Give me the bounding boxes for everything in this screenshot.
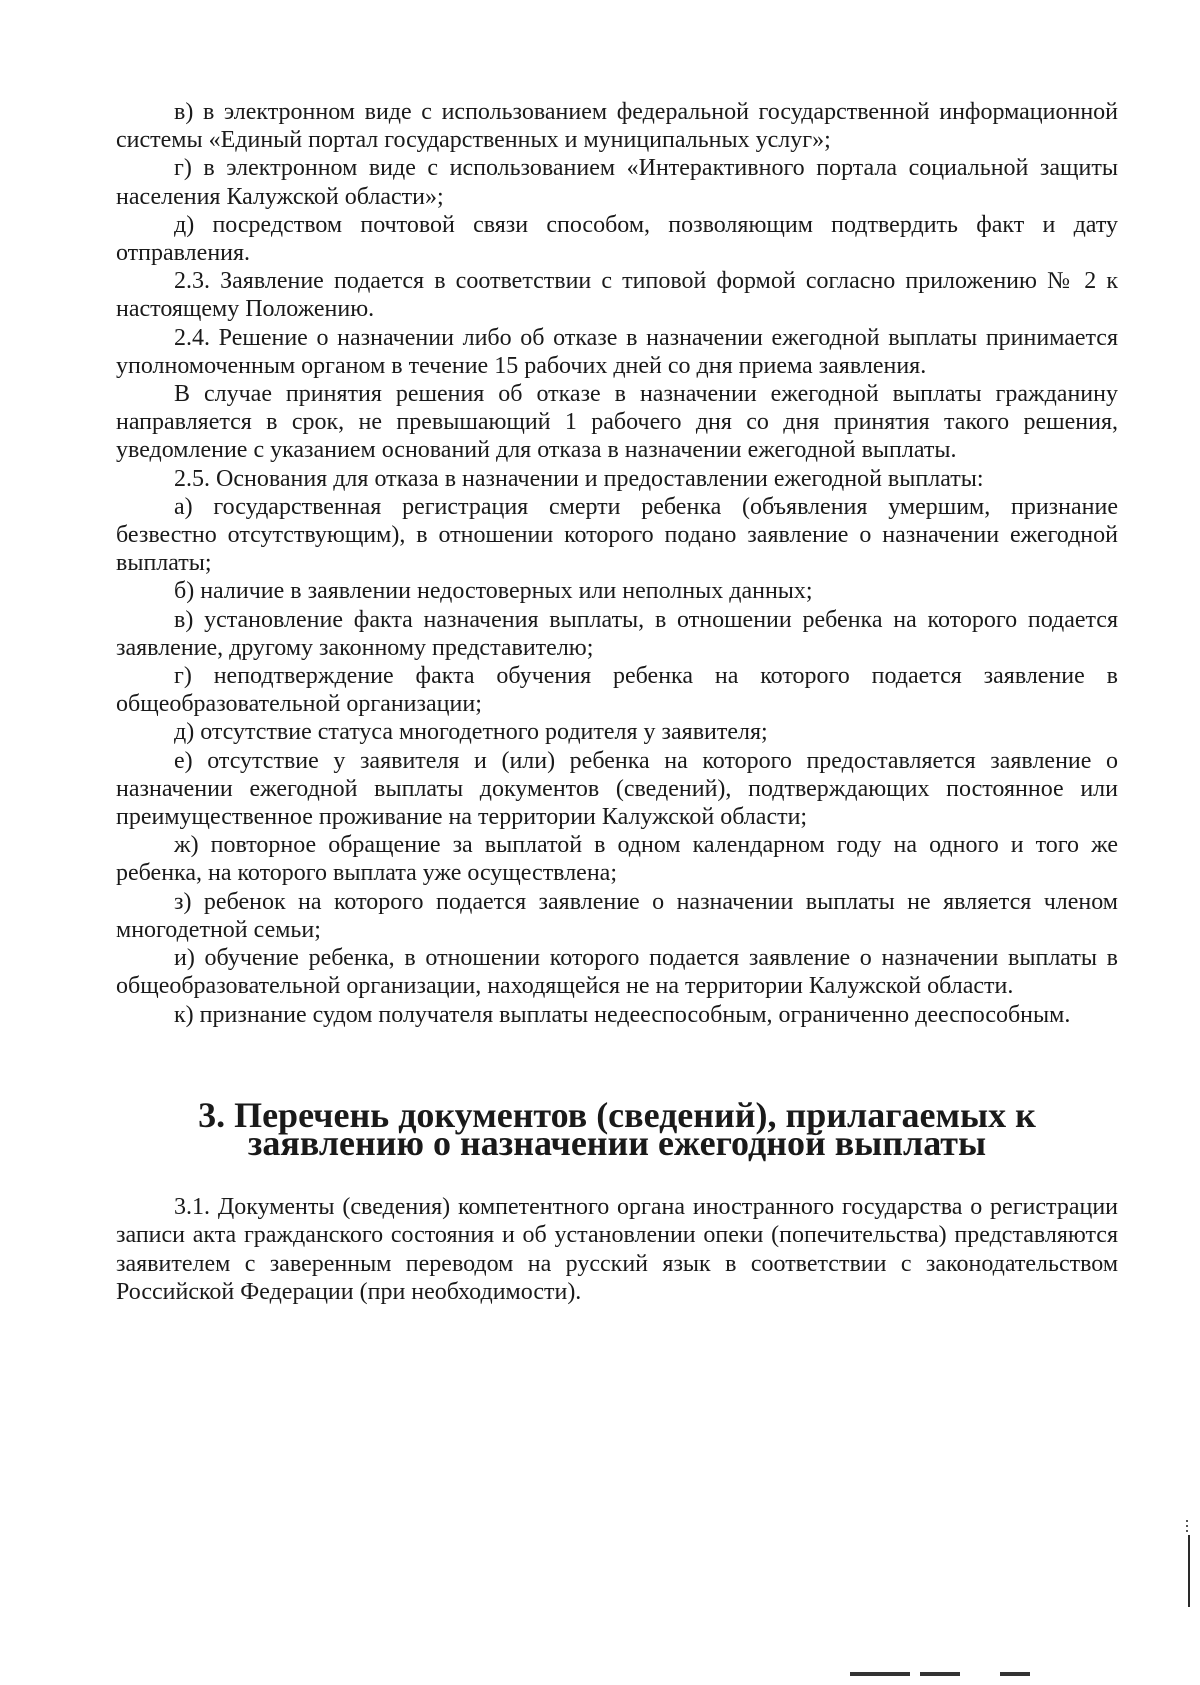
- refusal-ground-e: е) отсутствие у заявителя и (или) ребенка на которого предоставляется заявление о назначении ежегодной выплаты документов (сведений), подтверждающих постоянное или преимущественное проживание на территории Калужской области;: [116, 747, 1118, 831]
- refusal-ground-a: а) государственная регистрация смерти ребенка (объявления умершим, признание безвестно отсутствующим), в отношении которого подано заявление о назначении ежегодной выплаты;: [116, 493, 1118, 577]
- scan-artifact-bottom: [850, 1672, 1050, 1685]
- refusal-ground-d: д) отсутствие статуса многодетного родителя у заявителя;: [174, 719, 768, 746]
- scan-artifact-edge: [1188, 1535, 1190, 1607]
- refusal-ground-v: в) установление факта назначения выплаты, в отношении ребенка на которого подается заявление, другому законному представителю;: [116, 606, 1118, 661]
- paragraph-2-4: 2.4. Решение о назначении либо об отказе в назначении ежегодной выплаты принимается уполномоченным органом в течение 15 рабочих дней со дня приема заявления.: [116, 324, 1118, 379]
- paragraph-v-epgu: в) в электронном виде с использованием федеральной государственной информационной системы «Единый портал государственных и муниципальных услуг»;: [116, 99, 1118, 154]
- paragraph-refusal-notice: В случае принятия решения об отказе в назначении ежегодной выплаты гражданину направляется в срок, не превышающий 1 рабочего дня со дня принятия такого решения, уведомление с указанием оснований для отказа в назначении ежегодной выплаты.: [116, 381, 1118, 464]
- paragraph-g-portal: г) в электронном виде с использованием «Интерактивного портала социальной защиты населения Калужской области»;: [116, 155, 1118, 210]
- paragraph-2-3: 2.3. Заявление подается в соответствии с типовой формой согласно приложению № 2 к настоящему Положению.: [116, 268, 1118, 323]
- refusal-ground-i: и) обучение ребенка, в отношении которого подается заявление о назначении выплаты в общеобразовательной организации, находящейся не на территории Калужской области.: [116, 945, 1118, 1000]
- refusal-ground-zh: ж) повторное обращение за выплатой в одном календарном году на одного и того же ребенка, на которого выплата уже осуществлена;: [116, 832, 1118, 887]
- refusal-ground-g: г) неподтверждение факта обучения ребенка на которого подается заявление в общеобразовательной организации;: [116, 663, 1118, 718]
- refusal-ground-k: к) признание судом получателя выплаты недееспособным, ограниченно дееспособным.: [174, 1001, 1071, 1028]
- document-body: [116, 98, 1118, 1306]
- paragraph-d-post: д) посредством почтовой связи способом, позволяющим подтвердить факт и дату отправления.: [116, 211, 1118, 267]
- section-3-heading: 3. Перечень документов (сведений), прилагаемых к заявлению о назначении ежегодной выплаты: [198, 1094, 1036, 1163]
- refusal-ground-b: б) наличие в заявлении недостоверных или неполных данных;: [174, 578, 813, 605]
- paragraph-3-1: 3.1. Документы (сведения) компетентного органа иностранного государства о регистрации записи акта гражданского состояния и об установлении опеки (попечительства) представляются заявителем с заверенным переводом на русский язык в соответствии с законодательством Российской Федерации (при необходимости).: [116, 1194, 1118, 1305]
- scan-artifact-dots: [1186, 1520, 1188, 1534]
- refusal-ground-z: з) ребенок на которого подается заявление о назначении выплаты не является членом многодетной семьи;: [116, 888, 1118, 943]
- paragraph-2-5: 2.5. Основания для отказа в назначении и предоставлении ежегодной выплаты:: [174, 465, 984, 492]
